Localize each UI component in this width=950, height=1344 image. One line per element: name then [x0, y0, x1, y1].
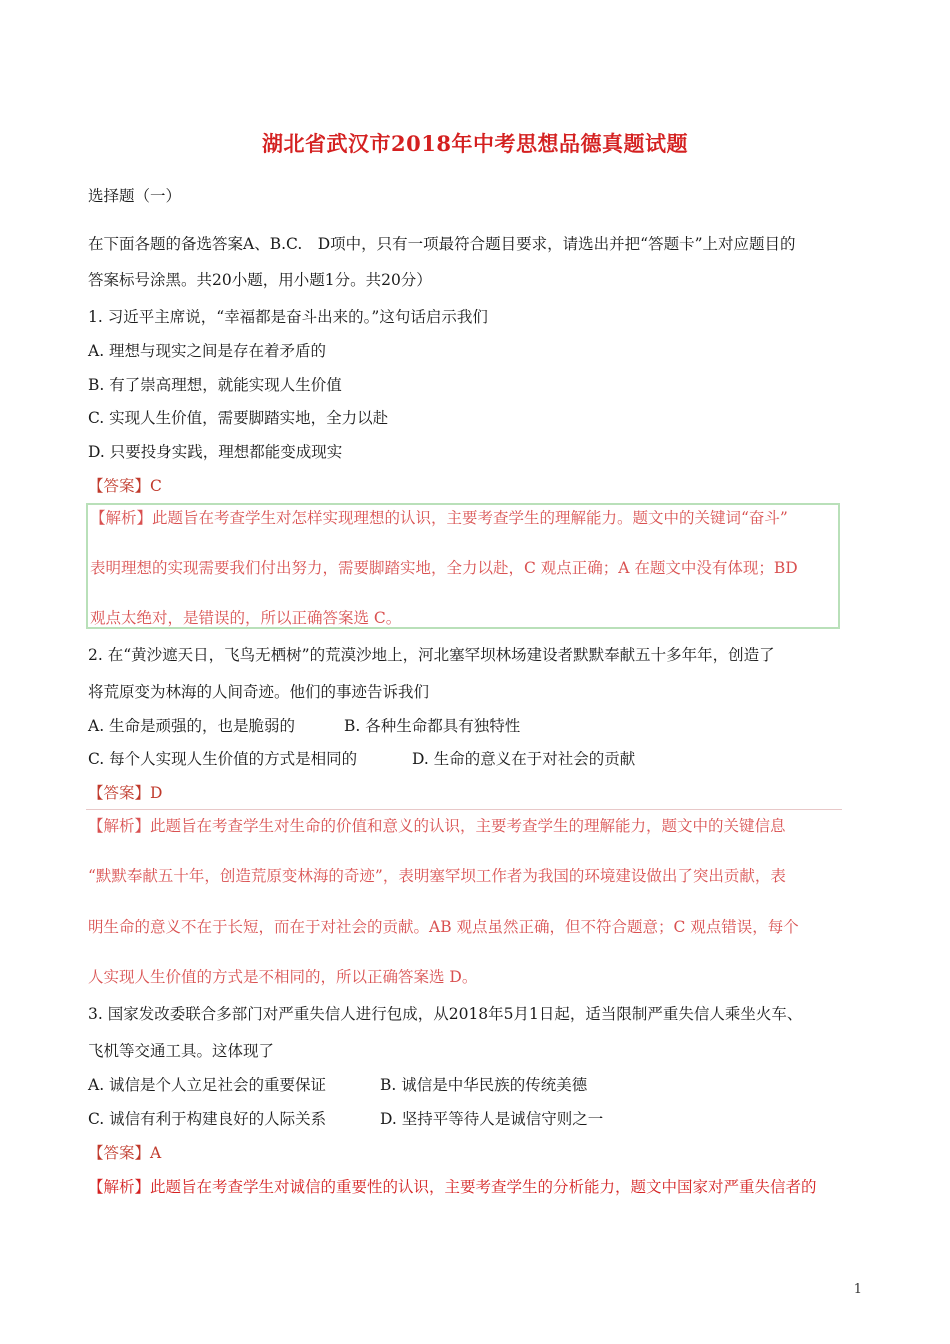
q2-analysis-divider [86, 809, 842, 810]
q2-option-b: B. 各种生命都具有独特性 [344, 717, 521, 735]
q3-analysis-line-1 [88, 1177, 817, 1197]
q3-answer: 【答案】A [88, 1144, 162, 1162]
q3-option-a: A. 诚信是个人立足社会的重要保证 [88, 1076, 327, 1094]
instructions-line-2: 答案标号涂黑。共20小题，用小题1分。共20分） [88, 271, 432, 289]
q3-stem-line-2: 飞机等交通工具。这体现了 [88, 1042, 275, 1060]
q2-option-c: C. 每个人实现人生价值的方式是相同的 [88, 750, 358, 768]
instructions-line-1: 在下面各题的备选答案A、B.C. D项中，只有一项最符合题目要求，请选出并把“答题卡”上对应题目的 [88, 235, 796, 253]
q2-option-d: D. 生命的意义在于对社会的贡献 [412, 750, 636, 768]
q2-analysis-line-4: 人实现人生价值的方式是不相同的，所以正确答案选 D。 [88, 968, 478, 986]
q3-option-b: B. 诚信是中华民族的传统美德 [380, 1076, 588, 1094]
q1-analysis-line-1: 【解析】此题旨在考查学生对怎样实现理想的认识，主要考查学生的理解能力。题文中的关键词“奋斗” [90, 509, 788, 527]
section-heading: 选择题（一） [88, 187, 182, 205]
page-number: 1 [853, 1282, 862, 1297]
q2-analysis-line-2: “默默奉献五十年，创造荒原变林海的奇迹”，表明塞罕坝工作者为我国的环境建设做出了突出贡献，表 [88, 867, 786, 885]
q1-option-d: D. 只要投身实践，理想都能变成现实 [88, 443, 343, 461]
q2-stem-line-2: 将荒原变为林海的人间奇迹。他们的事迹告诉我们 [88, 683, 430, 701]
q3-analysis-label: 【解析】 [88, 1178, 151, 1196]
q1-analysis-line-3: 观点太绝对，是错误的，所以正确答案选 C。 [90, 609, 402, 627]
q1-answer: 【答案】C [88, 477, 162, 495]
q2-stem-line-1: 2. 在“黄沙遮天日，飞鸟无栖树”的荒漠沙地上，河北塞罕坝林场建设者默默奉献五十多年年，创造了 [88, 646, 775, 664]
q1-stem: 1. 习近平主席说，“幸福都是奋斗出来的。”这句话启示我们 [88, 308, 488, 326]
q3-option-d: D. 坚持平等待人是诚信守则之一 [380, 1110, 604, 1128]
q3-stem-line-1: 3. 国家发改委联合多部门对严重失信人进行包成，从2018年5月1日起，适当限制严重失信人乘坐火车、 [88, 1005, 803, 1023]
q1-option-c: C. 实现人生价值，需要脚踏实地，全力以赴 [88, 409, 389, 427]
q3-analysis-text: 此题旨在考查学生对诚信的重要性的认识，主要考查学生的分析能力，题文中国家对严重失信者的 [150, 1178, 817, 1196]
q2-analysis-line-3: 明生命的意义不在于长短，而在于对社会的贡献。AB 观点虽然正确，但不符合题意；C 观点错误，每个 [88, 918, 799, 936]
q1-analysis-line-2: 表明理想的实现需要我们付出努力，需要脚踏实地，全力以赴，C 观点正确；A 在题文中没有体现；BD [90, 559, 798, 577]
q2-answer: 【答案】D [88, 784, 163, 802]
q2-option-a: A. 生命是顽强的，也是脆弱的 [88, 717, 296, 735]
q1-option-a: A. 理想与现实之间是存在着矛盾的 [88, 342, 327, 360]
q1-option-b: B. 有了崇高理想，就能实现人生价值 [88, 376, 342, 394]
page-title: 湖北省武汉市2018年中考思想品德真题试题 [262, 131, 688, 156]
q2-analysis-line-1: 【解析】此题旨在考查学生对生命的价值和意义的认识，主要考查学生的理解能力，题文中的关键信息 [88, 817, 786, 835]
q3-option-c: C. 诚信有利于构建良好的人际关系 [88, 1110, 327, 1128]
